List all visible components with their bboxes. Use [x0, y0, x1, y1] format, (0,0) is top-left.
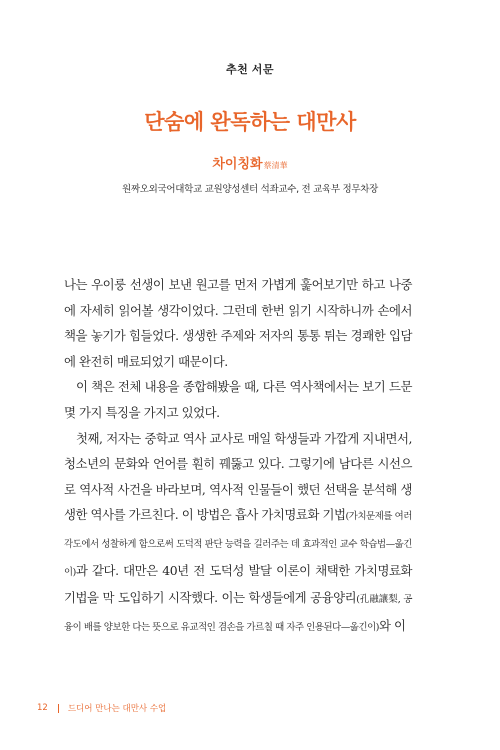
translator-note-2: (孔融讓梨, 공융이 배를 양보한 다는 뜻으로 유교적인 겸손을 가르칠 때 자주 인용된다—옮긴이) [64, 594, 412, 633]
paragraph-2: 이 책은 전체 내용을 종합해봤을 때, 다른 역사책에서는 보기 드문 몇 가지 특징을 가지고 있었다. [64, 379, 412, 420]
author-line [0, 153, 500, 172]
section-kicker: 추천 서문 [225, 64, 275, 76]
running-book-title: 드디어 만나는 대만사 수업 [67, 704, 167, 714]
paragraph-3 [64, 426, 412, 641]
translator-note-1: (가치문제를 여러 각도에서 성찰하게 함으로써 도덕적 판단 능력을 길러주는 데 효과적인 교수 학습법—옮긴이) [64, 511, 412, 578]
paragraph-3-part-3: 와 이 [379, 617, 406, 633]
body-text [64, 272, 412, 640]
paragraph-3-part-2: 과 같다. 대만은 40년 전 도덕성 발달 이론이 채택한 가치명료화 기법을 막 도입하기 시작했다. 이는 학생들에게 공융양리 [64, 562, 412, 606]
author-hanja: 蔡清華 [263, 161, 288, 170]
page-title: 단숨에 완독하는 대만사 [144, 110, 356, 134]
author-name: 차이칭화 [212, 157, 263, 172]
paragraph-1: 나는 우이룽 선생이 보낸 원고를 먼저 가볍게 훑어보기만 하고 나중에 자세히 읽어볼 생각이었다. 그런데 한번 읽기 시작하니까 손에서 책을 놓기가 힘들었다. 생생한 주제와 저자의 통통 튀는 경쾌한 입담에 완전히 매료되었기 때문이다. [64, 277, 412, 369]
footer-divider [58, 704, 59, 713]
page-number: 12 [37, 703, 48, 713]
paragraph-3-part-1: 첫째, 저자는 중학교 역사 교사로 매일 학생들과 가깝게 지내면서, 청소년의 문화와 언어를 훤히 꿰뚫고 있다. 그렇기에 남다른 시선으로 역사적 사건을 바라보며, 역사적 인물들이 했던 선택을 분석해 생생한 역사를 가르친다. 이 방법은 흡사 가치명료화 기법 [64, 430, 412, 523]
author-affiliation: 원짜오외국어대학교 교원양성센터 석좌교수, 전 교육부 정무차장 [122, 184, 378, 195]
page-footer [37, 702, 166, 714]
